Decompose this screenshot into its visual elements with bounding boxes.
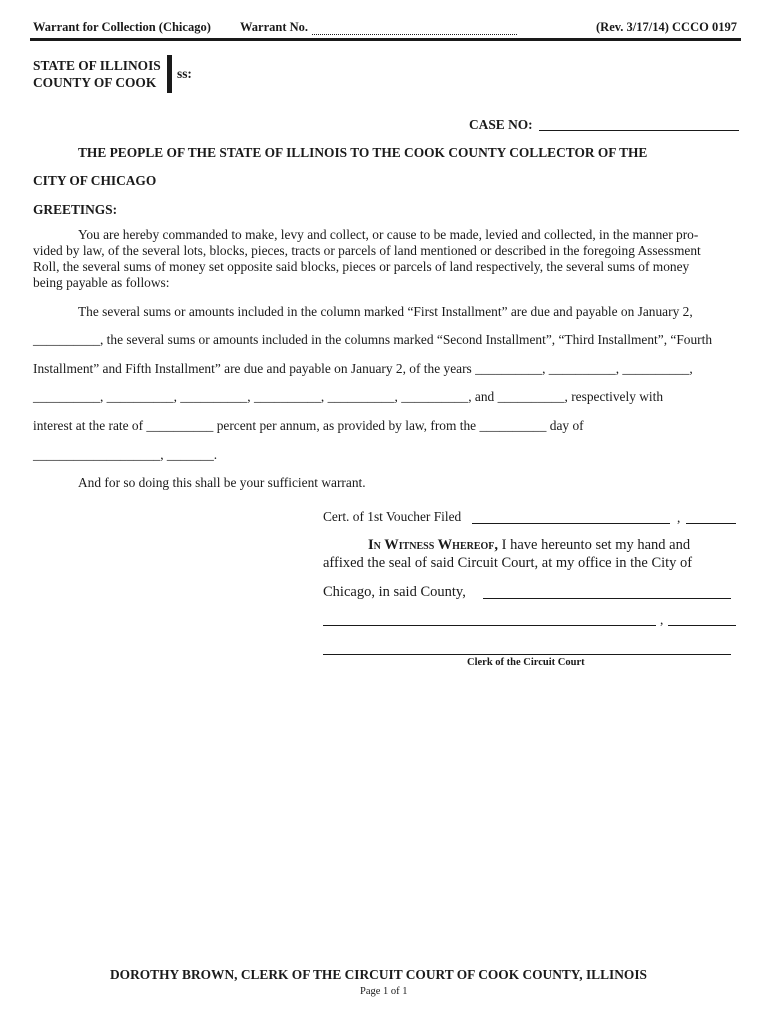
date-comma: , [660, 612, 664, 627]
cert-voucher-label: Cert. of 1st Voucher Filed [323, 509, 462, 524]
venue-bracket [167, 55, 172, 93]
form-title: Warrant for Collection (Chicago) [33, 20, 211, 34]
witness-line-1 [368, 537, 690, 554]
revision-code: (Rev. 3/17/14) CCCO 0197 [596, 20, 737, 34]
case-no-field[interactable] [539, 130, 739, 131]
caption-line-1: THE PEOPLE OF THE STATE OF ILLINOIS TO THE COOK COUNTY COLLECTOR OF THE [78, 145, 648, 160]
warrant-no-label: Warrant No. [240, 20, 309, 34]
closing-sentence: And for so doing this shall be your sufficient warrant. [78, 475, 366, 490]
greetings: GREETINGS: [33, 202, 118, 217]
footer-clerk-name: DOROTHY BROWN, CLERK OF THE CIRCUIT COURT OF COOK COUNTY, ILLINOIS [110, 967, 647, 982]
caption-line-2: CITY OF CHICAGO [33, 173, 157, 188]
witness-line-3: Chicago, in said County, [323, 584, 466, 600]
cert-year-field[interactable] [686, 523, 736, 524]
para2-line-6: ___________________, _______. [33, 447, 218, 462]
witness-smallcaps: In Witness Whereof, [368, 537, 499, 553]
warrant-no-field[interactable] [312, 34, 517, 35]
para2-line-5: interest at the rate of __________ percent per annum, as provided by law, from the __________ day of [33, 418, 584, 433]
cert-voucher-field[interactable] [472, 523, 670, 524]
para1-line-2: vided by law, of the several lots, blocks, pieces, tracts or parcels of land mentioned or described in the foregoing Assessment [33, 243, 701, 258]
witness-line-2: affixed the seal of said Circuit Court, at my office in the City of [323, 555, 693, 571]
date-field[interactable] [323, 625, 656, 626]
page-number: Page 1 of 1 [360, 986, 408, 997]
para1-line-1: You are hereby commanded to make, levy and collect, or cause to be made, levied and collected, in the manner pro- [78, 227, 699, 242]
witness-rest: I have hereunto set my hand and [498, 537, 691, 553]
para2-line-1: The several sums or amounts included in the column marked “First Installment” are due and payable on January 2, [78, 304, 693, 319]
clerk-label: Clerk of the Circuit Court [467, 657, 585, 668]
header-rule [30, 38, 741, 41]
para2-line-4: __________, __________, __________, __________, __________, __________, and __________, respectively with [33, 389, 664, 404]
venue-county: COUNTY OF COOK [33, 75, 157, 90]
county-date-field[interactable] [483, 598, 731, 599]
para2-line-2: __________, the several sums or amounts included in the columns marked “Second Installment”, “Third Installment”, “Fourth [33, 332, 713, 347]
venue-ss: ss: [177, 66, 192, 81]
venue-state: STATE OF ILLINOIS [33, 58, 161, 73]
para1-line-3: Roll, the several sums of money set opposite said blocks, pieces or parcels of land respectively, the several sums of money [33, 259, 690, 274]
para1-line-4: being payable as follows: [33, 275, 170, 290]
clerk-signature-line[interactable] [323, 654, 731, 655]
para2-line-3: Installment” and Fifth Installment” are due and payable on January 2, of the years __________, __________, __________, [33, 361, 693, 376]
cert-comma: , [677, 510, 681, 525]
date-year-field[interactable] [668, 625, 736, 626]
case-no-label: CASE NO: [469, 117, 533, 132]
